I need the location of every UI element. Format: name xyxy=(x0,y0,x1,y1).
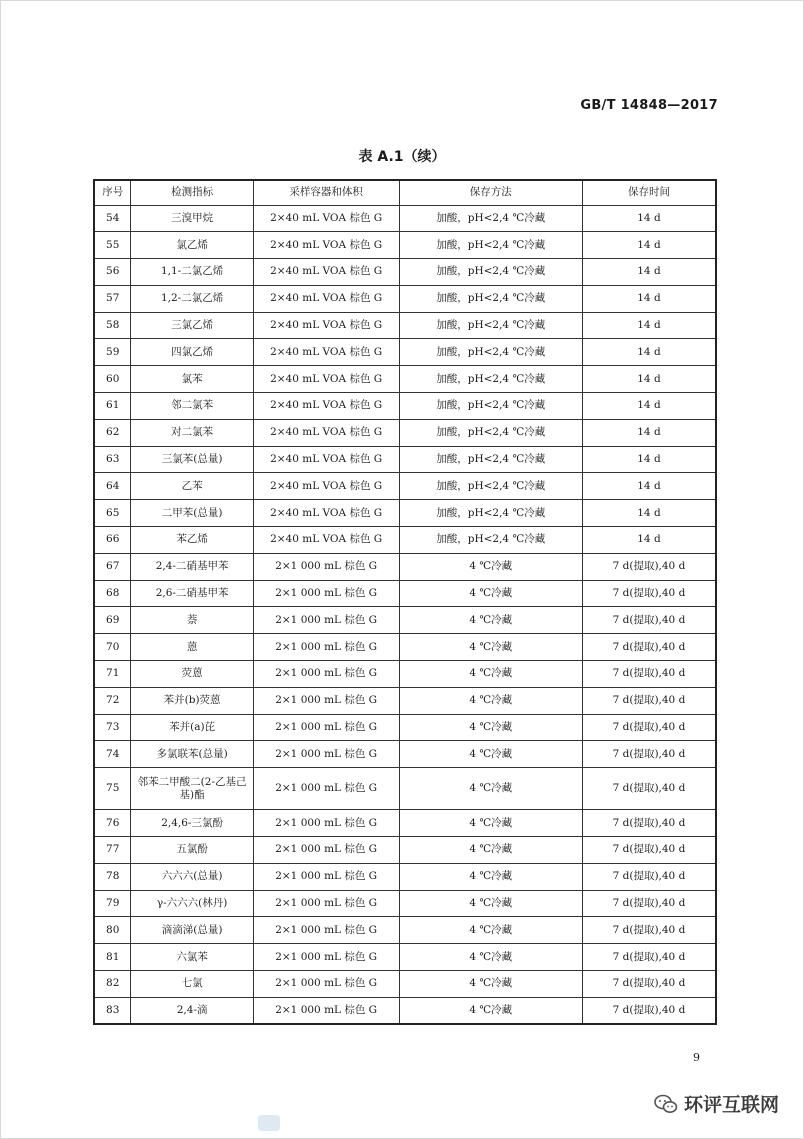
row-number: 80 xyxy=(94,917,131,944)
preservation-method: 加酸，pH<2,4 ℃冷藏 xyxy=(399,339,582,366)
holding-time: 14 d xyxy=(582,366,716,393)
indicator-name: 三溴甲烷 xyxy=(131,205,253,232)
indicator-name: 1,1-二氯乙烯 xyxy=(131,259,253,286)
preservation-method: 加酸，pH<2,4 ℃冷藏 xyxy=(399,259,582,286)
preservation-method: 4 ℃冷藏 xyxy=(399,661,582,688)
sampling-container: 2×1 000 mL 棕色 G xyxy=(253,890,399,917)
sampling-container: 2×40 mL VOA 棕色 G xyxy=(253,285,399,312)
row-number: 59 xyxy=(94,339,131,366)
row-number: 64 xyxy=(94,473,131,500)
preservation-method: 4 ℃冷藏 xyxy=(399,863,582,890)
table-row xyxy=(94,687,716,714)
sampling-container: 2×1 000 mL 棕色 G xyxy=(253,741,399,768)
column-header: 检测指标 xyxy=(131,180,253,205)
row-number: 79 xyxy=(94,890,131,917)
table-header-row xyxy=(94,180,716,205)
preservation-method: 4 ℃冷藏 xyxy=(399,768,582,810)
row-number: 74 xyxy=(94,741,131,768)
preservation-method: 加酸，pH<2,4 ℃冷藏 xyxy=(399,285,582,312)
indicator-name: 邻苯二甲酸二(2-乙基己基)酯 xyxy=(131,768,253,810)
table-row xyxy=(94,890,716,917)
row-number: 82 xyxy=(94,971,131,998)
holding-time: 14 d xyxy=(582,473,716,500)
holding-time: 7 d(提取),40 d xyxy=(582,607,716,634)
indicator-name: 苯并(b)荧蒽 xyxy=(131,687,253,714)
table-row xyxy=(94,205,716,232)
indicator-name: 四氯乙烯 xyxy=(131,339,253,366)
row-number: 68 xyxy=(94,580,131,607)
indicator-name: 2,4-滴 xyxy=(131,997,253,1024)
sampling-container: 2×1 000 mL 棕色 G xyxy=(253,580,399,607)
row-number: 78 xyxy=(94,863,131,890)
sampling-container: 2×40 mL VOA 棕色 G xyxy=(253,205,399,232)
table-row xyxy=(94,810,716,837)
indicator-name: 乙苯 xyxy=(131,473,253,500)
row-number: 55 xyxy=(94,232,131,259)
table-title: 表 A.1（续） xyxy=(358,149,446,165)
preservation-method: 加酸，pH<2,4 ℃冷藏 xyxy=(399,419,582,446)
holding-time: 7 d(提取),40 d xyxy=(582,944,716,971)
holding-time: 7 d(提取),40 d xyxy=(582,553,716,580)
row-number: 61 xyxy=(94,393,131,420)
row-number: 66 xyxy=(94,527,131,554)
indicator-name: 多氯联苯(总量) xyxy=(131,741,253,768)
table-row xyxy=(94,446,716,473)
row-number: 65 xyxy=(94,500,131,527)
holding-time: 14 d xyxy=(582,259,716,286)
holding-time: 14 d xyxy=(582,339,716,366)
sampling-container: 2×1 000 mL 棕色 G xyxy=(253,714,399,741)
row-number: 63 xyxy=(94,446,131,473)
holding-time: 7 d(提取),40 d xyxy=(582,837,716,864)
sampling-container: 2×1 000 mL 棕色 G xyxy=(253,971,399,998)
table-row xyxy=(94,917,716,944)
sampling-container: 2×40 mL VOA 棕色 G xyxy=(253,473,399,500)
table-row xyxy=(94,661,716,688)
holding-time: 7 d(提取),40 d xyxy=(582,917,716,944)
sampling-container: 2×40 mL VOA 棕色 G xyxy=(253,339,399,366)
column-header: 保存时间 xyxy=(582,180,716,205)
table-row xyxy=(94,259,716,286)
sampling-container: 2×1 000 mL 棕色 G xyxy=(253,997,399,1024)
row-number: 67 xyxy=(94,553,131,580)
indicator-name: γ-六六六(林丹) xyxy=(131,890,253,917)
sampling-container: 2×40 mL VOA 棕色 G xyxy=(253,419,399,446)
table-row xyxy=(94,863,716,890)
table-row xyxy=(94,500,716,527)
preservation-method: 加酸，pH<2,4 ℃冷藏 xyxy=(399,393,582,420)
holding-time: 14 d xyxy=(582,232,716,259)
sampling-container: 2×40 mL VOA 棕色 G xyxy=(253,393,399,420)
holding-time: 7 d(提取),40 d xyxy=(582,890,716,917)
holding-time: 7 d(提取),40 d xyxy=(582,661,716,688)
holding-time: 7 d(提取),40 d xyxy=(582,971,716,998)
row-number: 75 xyxy=(94,768,131,810)
sampling-container: 2×40 mL VOA 棕色 G xyxy=(253,527,399,554)
row-number: 62 xyxy=(94,419,131,446)
table-row xyxy=(94,285,716,312)
sampling-container: 2×40 mL VOA 棕色 G xyxy=(253,312,399,339)
table-row xyxy=(94,473,716,500)
table-row xyxy=(94,312,716,339)
preservation-method: 4 ℃冷藏 xyxy=(399,607,582,634)
table-row xyxy=(94,527,716,554)
indicator-name: 1,2-二氯乙烯 xyxy=(131,285,253,312)
preservation-method: 4 ℃冷藏 xyxy=(399,890,582,917)
row-number: 81 xyxy=(94,944,131,971)
preservation-method: 4 ℃冷藏 xyxy=(399,917,582,944)
sampling-container: 2×40 mL VOA 棕色 G xyxy=(253,500,399,527)
table-row xyxy=(94,997,716,1024)
preservation-method: 4 ℃冷藏 xyxy=(399,580,582,607)
preservation-method: 4 ℃冷藏 xyxy=(399,944,582,971)
sampling-container: 2×1 000 mL 棕色 G xyxy=(253,661,399,688)
holding-time: 7 d(提取),40 d xyxy=(582,687,716,714)
table-row xyxy=(94,837,716,864)
row-number: 60 xyxy=(94,366,131,393)
column-header: 保存方法 xyxy=(399,180,582,205)
row-number: 73 xyxy=(94,714,131,741)
watermark xyxy=(654,1090,779,1117)
sampling-container: 2×1 000 mL 棕色 G xyxy=(253,810,399,837)
indicator-name: 二甲苯(总量) xyxy=(131,500,253,527)
preservation-method: 4 ℃冷藏 xyxy=(399,810,582,837)
sampling-container: 2×40 mL VOA 棕色 G xyxy=(253,446,399,473)
table-row xyxy=(94,339,716,366)
indicator-name: 苯并(a)芘 xyxy=(131,714,253,741)
holding-time: 7 d(提取),40 d xyxy=(582,634,716,661)
indicator-name: 苯乙烯 xyxy=(131,527,253,554)
preservation-method: 4 ℃冷藏 xyxy=(399,714,582,741)
sampling-container: 2×1 000 mL 棕色 G xyxy=(253,607,399,634)
holding-time: 7 d(提取),40 d xyxy=(582,768,716,810)
row-number: 56 xyxy=(94,259,131,286)
row-number: 57 xyxy=(94,285,131,312)
table-row xyxy=(94,768,716,810)
indicator-name: 2,4,6-三氯酚 xyxy=(131,810,253,837)
sampling-container: 2×1 000 mL 棕色 G xyxy=(253,634,399,661)
table-row xyxy=(94,607,716,634)
holding-time: 7 d(提取),40 d xyxy=(582,714,716,741)
table-row xyxy=(94,232,716,259)
sampling-container: 2×1 000 mL 棕色 G xyxy=(253,687,399,714)
holding-time: 7 d(提取),40 d xyxy=(582,580,716,607)
indicator-name: 荧蒽 xyxy=(131,661,253,688)
sampling-container: 2×1 000 mL 棕色 G xyxy=(253,917,399,944)
watermark-text: 环评互联网 xyxy=(684,1094,780,1116)
holding-time: 14 d xyxy=(582,393,716,420)
table-row xyxy=(94,714,716,741)
wechat-icon xyxy=(654,1093,678,1115)
standard-code: GB/T 14848—2017 xyxy=(580,98,718,113)
table-row xyxy=(94,634,716,661)
preservation-method: 加酸，pH<2,4 ℃冷藏 xyxy=(399,232,582,259)
row-number: 69 xyxy=(94,607,131,634)
table-row xyxy=(94,944,716,971)
indicator-name: 萘 xyxy=(131,607,253,634)
data-table xyxy=(93,179,717,1025)
indicator-name: 2,4-二硝基甲苯 xyxy=(131,553,253,580)
column-header: 序号 xyxy=(94,180,131,205)
row-number: 76 xyxy=(94,810,131,837)
preservation-method: 加酸，pH<2,4 ℃冷藏 xyxy=(399,446,582,473)
indicator-name: 滴滴涕(总量) xyxy=(131,917,253,944)
preservation-method: 加酸，pH<2,4 ℃冷藏 xyxy=(399,366,582,393)
preservation-method: 4 ℃冷藏 xyxy=(399,553,582,580)
preservation-method: 4 ℃冷藏 xyxy=(399,741,582,768)
preservation-method: 4 ℃冷藏 xyxy=(399,837,582,864)
sampling-container: 2×40 mL VOA 棕色 G xyxy=(253,259,399,286)
holding-time: 14 d xyxy=(582,285,716,312)
table-row xyxy=(94,553,716,580)
preservation-method: 加酸，pH<2,4 ℃冷藏 xyxy=(399,527,582,554)
indicator-name: 三氯苯(总量) xyxy=(131,446,253,473)
row-number: 58 xyxy=(94,312,131,339)
preservation-method: 4 ℃冷藏 xyxy=(399,971,582,998)
row-number: 54 xyxy=(94,205,131,232)
holding-time: 14 d xyxy=(582,446,716,473)
sampling-container: 2×1 000 mL 棕色 G xyxy=(253,863,399,890)
table-row xyxy=(94,971,716,998)
sampling-container: 2×1 000 mL 棕色 G xyxy=(253,837,399,864)
table-row xyxy=(94,419,716,446)
holding-time: 14 d xyxy=(582,312,716,339)
indicator-name: 蒽 xyxy=(131,634,253,661)
indicator-name: 氯乙烯 xyxy=(131,232,253,259)
indicator-name: 六六六(总量) xyxy=(131,863,253,890)
row-number: 83 xyxy=(94,997,131,1024)
indicator-name: 五氯酚 xyxy=(131,837,253,864)
row-number: 70 xyxy=(94,634,131,661)
table-row xyxy=(94,580,716,607)
indicator-name: 七氯 xyxy=(131,971,253,998)
preservation-method: 4 ℃冷藏 xyxy=(399,634,582,661)
indicator-name: 六氯苯 xyxy=(131,944,253,971)
row-number: 77 xyxy=(94,837,131,864)
indicator-name: 2,6-二硝基甲苯 xyxy=(131,580,253,607)
row-number: 71 xyxy=(94,661,131,688)
preservation-method: 4 ℃冷藏 xyxy=(399,687,582,714)
sampling-container: 2×1 000 mL 棕色 G xyxy=(253,768,399,810)
holding-time: 14 d xyxy=(582,205,716,232)
sampling-container: 2×40 mL VOA 棕色 G xyxy=(253,232,399,259)
page-number: 9 xyxy=(693,1051,700,1064)
holding-time: 7 d(提取),40 d xyxy=(582,997,716,1024)
preservation-method: 加酸，pH<2,4 ℃冷藏 xyxy=(399,205,582,232)
holding-time: 7 d(提取),40 d xyxy=(582,810,716,837)
table-row xyxy=(94,393,716,420)
column-header: 采样容器和体积 xyxy=(253,180,399,205)
sampling-container: 2×1 000 mL 棕色 G xyxy=(253,553,399,580)
preservation-method: 加酸，pH<2,4 ℃冷藏 xyxy=(399,312,582,339)
row-number: 72 xyxy=(94,687,131,714)
indicator-name: 邻二氯苯 xyxy=(131,393,253,420)
sampling-container: 2×1 000 mL 棕色 G xyxy=(253,944,399,971)
holding-time: 7 d(提取),40 d xyxy=(582,741,716,768)
preservation-method: 加酸，pH<2,4 ℃冷藏 xyxy=(399,500,582,527)
holding-time: 14 d xyxy=(582,527,716,554)
holding-time: 14 d xyxy=(582,500,716,527)
sampling-container: 2×40 mL VOA 棕色 G xyxy=(253,366,399,393)
indicator-name: 对二氯苯 xyxy=(131,419,253,446)
preservation-method: 4 ℃冷藏 xyxy=(399,997,582,1024)
indicator-name: 氯苯 xyxy=(131,366,253,393)
scan-stamp xyxy=(258,1115,280,1131)
preservation-method: 加酸，pH<2,4 ℃冷藏 xyxy=(399,473,582,500)
holding-time: 7 d(提取),40 d xyxy=(582,863,716,890)
holding-time: 14 d xyxy=(582,419,716,446)
indicator-name: 三氯乙烯 xyxy=(131,312,253,339)
table-row xyxy=(94,366,716,393)
table-row xyxy=(94,741,716,768)
